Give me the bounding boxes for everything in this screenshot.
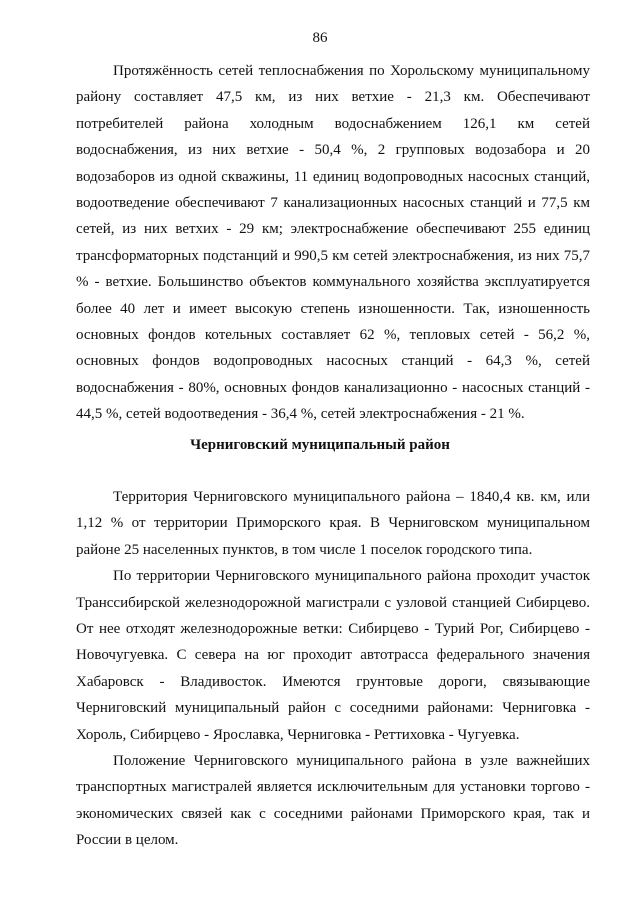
- paragraph: Протяжённость сетей теплоснабжения по Хорольскому муниципальному району составляет 47,5 км, из них ветхие - 21,3 км. Обеспечивают потребителей района холодным водоснабжением 126,1 км сетей водоснабжения, из них ветхие - 50,4 %, 2 групповых водозабора и 20 водозаборов из одной скважины, 11 единиц водопроводных насосных станций, водоотведение обеспечивают 7 канализационных насосных станций и 77,5 км сетей, из них ветхих - 29 км; электроснабжение обеспечивают 255 единиц трансформаторных подстанций и 990,5 км сетей электроснабжения, из них 75,7 % - ветхие. Большинство объектов коммунального хозяйства эксплуатируется более 40 лет и имеет высокую степень изношенности. Так, изношенность основных фондов котельных составляет 62 %, тепловых сетей - 56,2 %, основных фондов водопроводных насосных станций - 64,3 %, сетей водоснабжения - 80%, основных фондов канализационно - насосных станций - 44,5 %, сетей водоотведения - 36,4 %, сетей электроснабжения - 21 %.: [76, 63, 590, 423]
- page-number: 86: [312, 30, 328, 46]
- paragraph: По территории Черниговского муниципального района проходит участок Транссибирской железнодорожной магистрали с узловой станцией Сибирцево. От нее отходят железнодорожные ветки: Сибирцево - Турий Рог, Сибирцево - Новочугуевка. С севера на юг проходит автотрасса федерального значения Хабаровск - Владивосток. Имеются грунтовые дороги, связывающие Черниговский муниципальный район с соседними районами: Черниговка - Хороль, Сибирцево - Ярославка, Черниговка - Реттиховка - Чугуевка.: [76, 568, 590, 743]
- section-heading: Черниговский муниципальный район: [190, 437, 450, 453]
- section-infrastructure-text: [76, 58, 590, 428]
- paragraph: Положение Черниговского муниципального района в узле важнейших транспортных магистралей является исключительным для установки торгово - экономических связей как с соседними районами Приморского края, так и России в целом.: [76, 753, 590, 849]
- section-chernigovsky-text: [76, 484, 590, 854]
- paragraph: Территория Черниговского муниципального района – 1840,4 кв. км, или 1,12 % от территории Приморского края. В Черниговском муниципальном районе 25 населенных пунктов, в том числе 1 поселок городского типа.: [76, 489, 590, 558]
